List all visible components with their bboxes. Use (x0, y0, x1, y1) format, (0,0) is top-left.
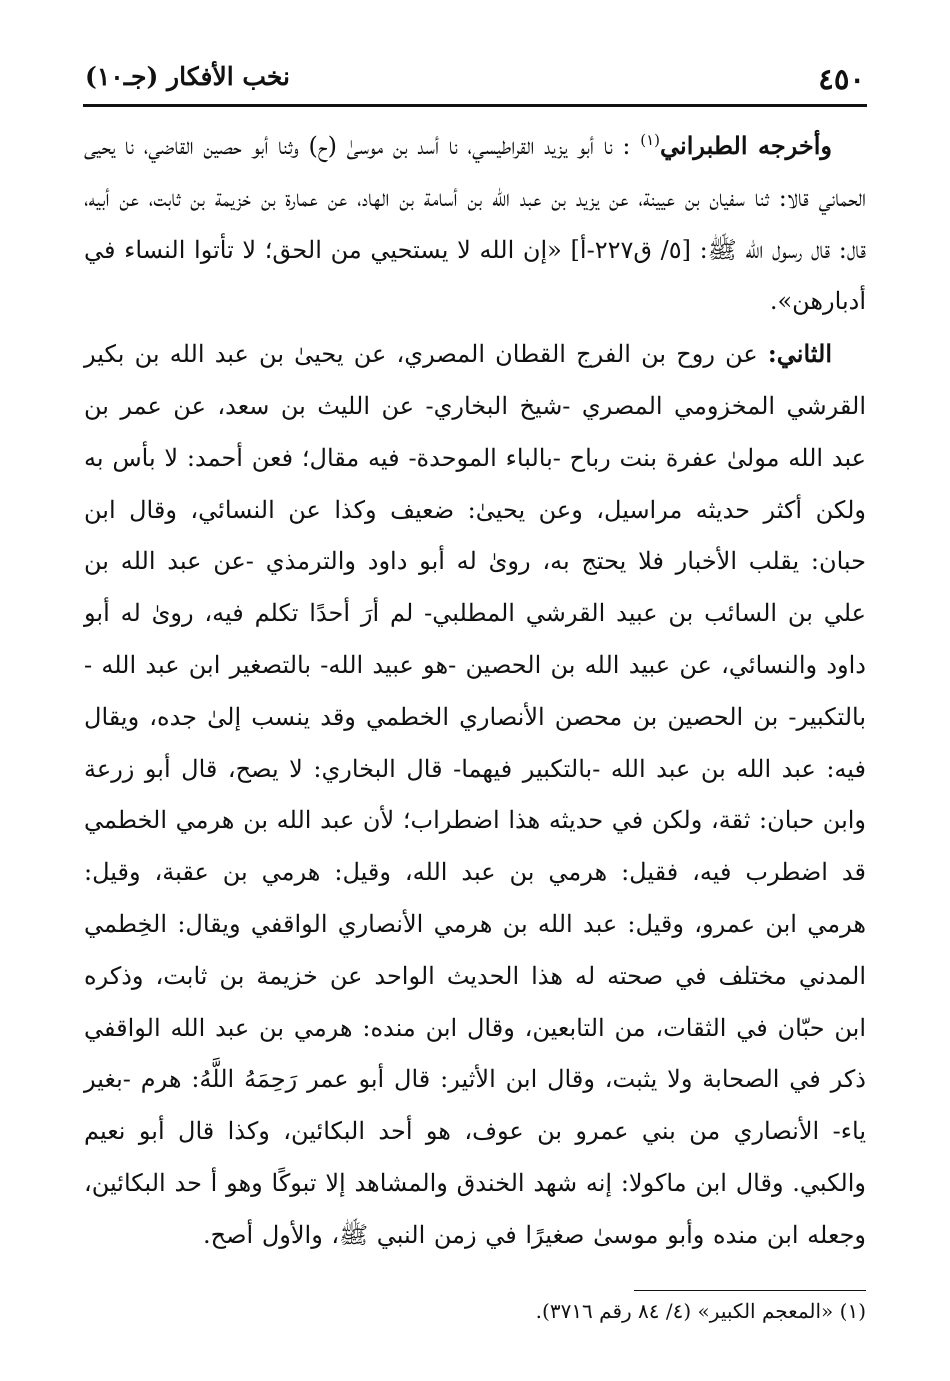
main-text (84, 120, 866, 1262)
header-rule (83, 104, 867, 107)
footnote-reference[interactable]: (١) (640, 131, 661, 149)
paragraph-text: : نا أبو يزيد القراطيسي، نا أسد بن موسىٰ (ح) وثنا أبو حصين القاضي، نا يحيى الحماني قالا: ثنا سفيان بن عيينة، عن يزيد بن عبد الله بن أسامة بن الهاد، عن عمارة بن خزيمة بن ثابت، عن أبيه، قال: قال رسول الله ﷺ: [٥/ ق٢٢٧-أ] «إن الله لا يستحيي من الحق؛ لا تأتوا النساء في أدبارهن». (84, 132, 866, 316)
running-header (85, 58, 865, 102)
paragraph-lead: الثاني: (767, 339, 832, 369)
paragraph-lead: وأخرجه الطبراني (660, 131, 832, 160)
header-title: نخب الأفكار (جـ١٠) (85, 62, 291, 91)
paragraph-1 (84, 120, 866, 328)
paragraph-text: عن روح بن الفرج القطان المصري، عن يحيىٰ بن عبد الله بن بكير القرشي المخزومي المصري -شيخ البخاري- عن الليث بن سعد، عن عمر بن عبد الله مولىٰ عفرة بنت رباح -بالباء الموحدة- فيه مقال؛ فعن أحمد: لا بأس به ولكن أكثر حديثه مراسيل، وعن يحيىٰ: ضعيف وكذا عن النسائي، وقال ابن حبان: يقلب الأخبار فلا يحتج به، روىٰ له أبو داود والترمذي -عن عبد الله بن علي بن السائب بن عبيد القرشي المطلبي- لم أرَ أحدًا تكلم فيه، روىٰ له أبو داود والنسائي، عن عبيد الله بن الحصين -هو عبيد الله- بالتصغير ابن عبد الله - بالتكبير- بن الحصين بن محصن الأنصاري الخطمي وقد ينسب إلىٰ جده، ويقال فيه: عبد الله بن عبد الله -بالتكبير فيهما- قال البخاري: لا يصح، قال أبو زرعة وابن حبان: ثقة، ولكن في حديثه هذا اضطراب؛ لأن عبد الله بن هرمي الخطمي قد اضطرب فيه، فقيل: هرمي بن عبد الله، وقيل: هرمي بن عقبة، وقيل: هرمي ابن عمرو، وقيل: عبد الله بن هرمي الأنصاري الواقفي ويقال: الخِطمي المدني مختلف في صحته له هذا الحديث الواحد عن خزيمة بن ثابت، وذكره ابن حبّان في الثقات، من التابعين، وقال ابن منده: هرمي بن عبد الله الواقفي ذكر في الصحابة ولا يثبت، وقال ابن الأثير: قال أبو عمر رَحِمَهُ اللَّهُ: هرم -بغير ياء- الأنصاري من بني عمرو بن عوف، هو أحد البكائين، وكذا قال أبو نعيم والكبي. وقال ابن ماكولا: إنه شهد الخندق والمشاهد إلا تبوكًا وهو أ حد البكائين، وجعله ابن منده وأبو موسىٰ صغيرًا في زمن النبي ﷺ، والأول أصح. (84, 340, 867, 1249)
paragraph-2 (84, 328, 866, 1261)
footnote-rule (634, 1290, 866, 1291)
footnote: (١) «المعجم الكبير» (٤/ ٨٤ رقم ٣٧١٦). (535, 1299, 866, 1323)
page-number: ٤٥٠ (818, 62, 865, 96)
